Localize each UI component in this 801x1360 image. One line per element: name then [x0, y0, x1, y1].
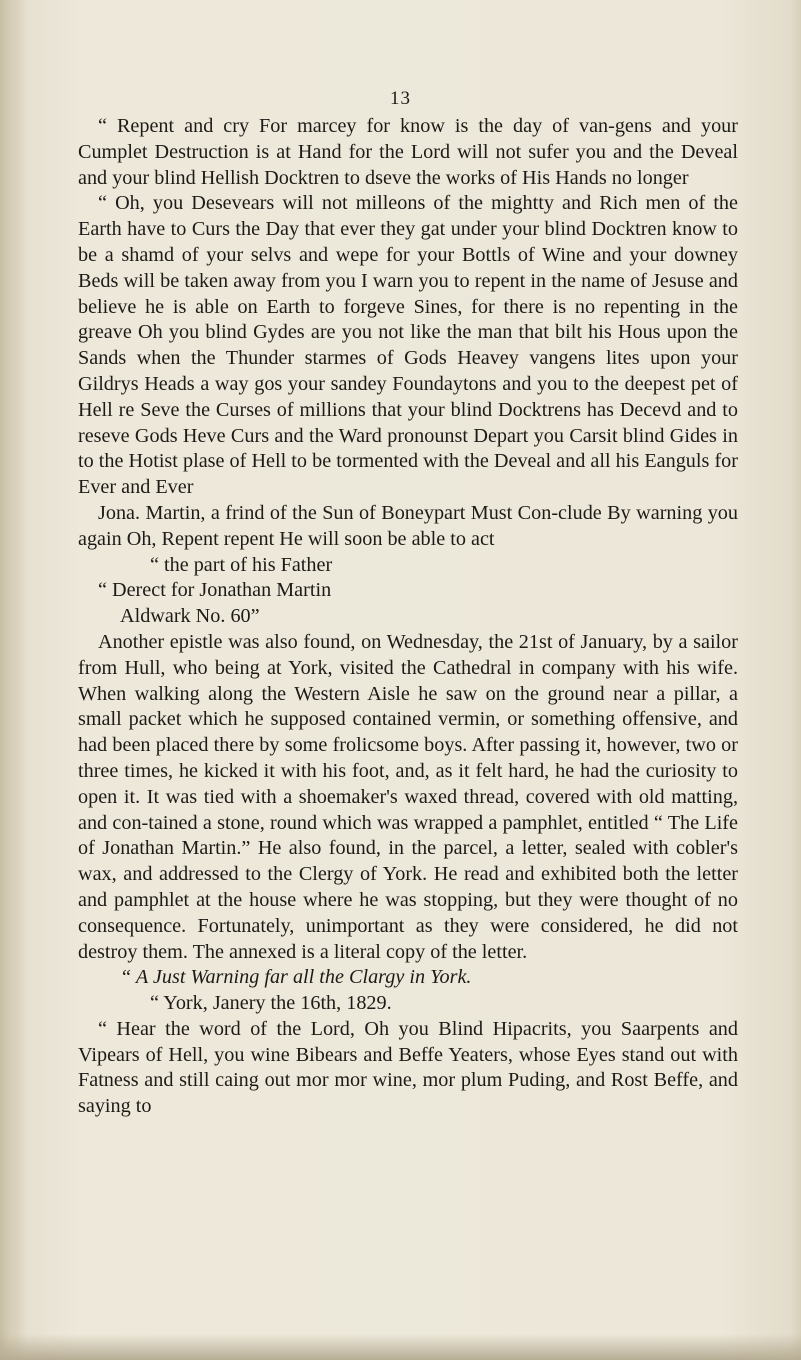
- letter-signature: “ the part of his Father: [150, 553, 333, 576]
- body-text: [78, 114, 738, 1120]
- narrative-paragraph: Another epistle was also found, on Wednesday, the 21st of January, by a sailor from Hull, who being at York, visited the Cathedral in company with his wife. When walking along the Western Aisle he saw on the ground near a pillar, a small packet which he supposed contained vermin, or something offensive, and had been placed there by some frolicsome boys. After passing it, however, two or three times, he kicked it with his foot, and, as it felt hard, he had the curiosity to open it. It was tied with a shoemaker's waxed thread, covered with old matting, and con-tained a stone, round which was wrapped a pamphlet, entitled “ The Life of Jonathan Martin.” He also found, in the parcel, a letter, sealed with cobler's wax, and addressed to the Clergy of York. He read and exhibited both the letter and pamphlet at the house where he was stopping, but they were thought of no consequence. Fortunately, unimportant as they were considered, he did not destroy them. The annexed is a literal copy of the letter.: [78, 630, 738, 963]
- page-number: 13: [390, 88, 411, 109]
- page-bottom-edge: [0, 1334, 801, 1360]
- letter-paragraph-deceivers: “ Oh, you Desevears will not milleons of the mightty and Rich men of the Earth have to Curs the Day that ever they gat under your blind Docktren know to be a shamd of your selvs and wepe for your Bottls of Wine and your downey Beds will be taken away from you I warn you to repent in the name of Jesuse and believe he is able on Earth to forgeve Sines, for there is no repenting in the greave Oh you blind Gydes are you not like the man that bilt his Hous upon the Sands when the Thunder starmes of Gods Heavey vangens lites upon your Gildrys Heads a way gos your sandey Foundaytons and you to the deepest pet of Hell re Seve the Curses of millions that your blind Docktrens has Decevd and to reseve Gods Heve Curs and the Ward pronounst Depart you Carsit blind Gides in to the Hotist plase of Hell to be tormented with the Deveal and all his Eanguls for Ever and Ever: [78, 192, 738, 499]
- letter-direction: “ Derect for Jonathan Martin: [98, 579, 332, 602]
- letter-title: “ A Just Warning far all the Clargy in York.: [120, 966, 472, 989]
- letter-dateline: “ York, Janery the 16th, 1829.: [150, 992, 392, 1015]
- letter-paragraph-conclusion: Jona. Martin, a frind of the Sun of Boneypart Must Con-clude By warning you again Oh, Repent repent He will soon be able to act: [78, 501, 738, 550]
- letter-paragraph-repent: “ Repent and cry For marcey for know is the day of van-gens and your Cumplet Destruction is at Hand for the Lord will not sufer you and the Deveal and your blind Hellish Docktren to dseve the works of His Hands no longer: [78, 115, 738, 189]
- letter-address: Aldwark No. 60”: [120, 605, 260, 628]
- page-binding-shadow: [0, 0, 26, 1360]
- letter-opening-paragraph: “ Hear the word of the Lord, Oh you Blind Hipacrits, you Saarpents and Vipears of Hell, you wine Bibears and Beffe Yeaters, whose Eyes stand out with Fatness and still caing out mor mor wine, mor plum Puding, and Rost Beffe, and saying to: [78, 1017, 738, 1118]
